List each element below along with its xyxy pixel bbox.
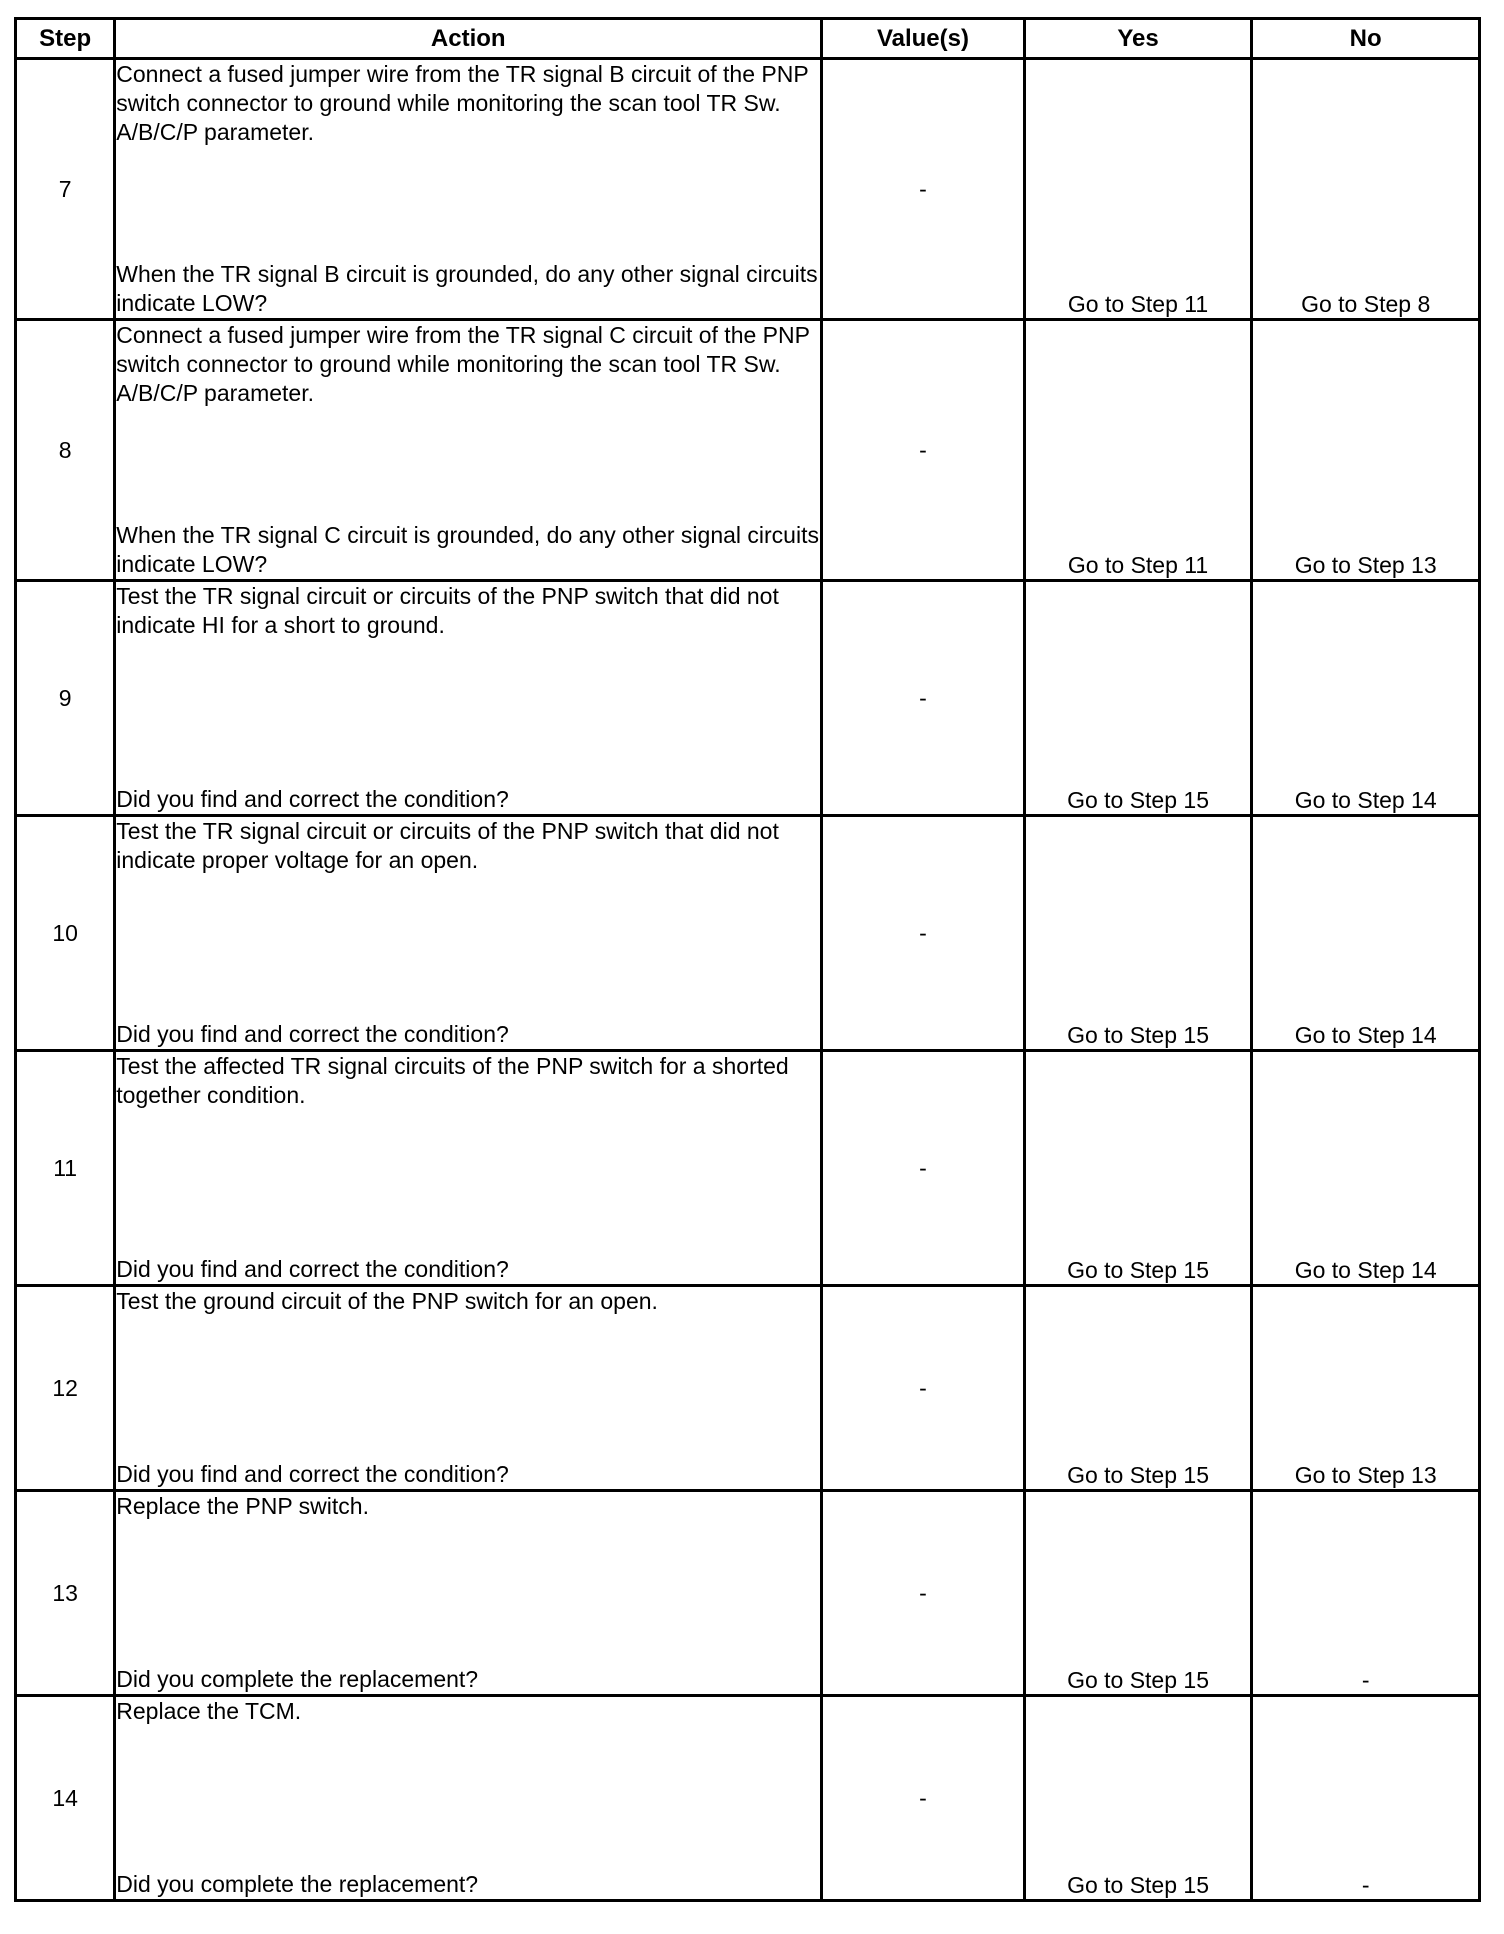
action-question: Did you find and correct the condition?: [116, 786, 509, 812]
action-cell: [115, 581, 822, 816]
action-question: Did you find and correct the condition?: [116, 1256, 509, 1282]
value-cell: -: [822, 1491, 1025, 1696]
step-number: 14: [16, 1696, 115, 1901]
action-question: Did you complete the replacement?: [116, 1871, 479, 1897]
table-row: [16, 1051, 1480, 1286]
table-row: [16, 1491, 1480, 1696]
step-number: 7: [16, 59, 115, 320]
no-cell: Go to Step 13: [1252, 1286, 1480, 1491]
step-number: 12: [16, 1286, 115, 1491]
yes-cell: Go to Step 11: [1024, 59, 1252, 320]
action-instruction: Test the ground circuit of the PNP switch for an open.: [116, 1288, 658, 1314]
step-number: 13: [16, 1491, 115, 1696]
yes-cell: Go to Step 15: [1024, 816, 1252, 1051]
header-row: [16, 19, 1480, 59]
no-cell: Go to Step 14: [1252, 816, 1480, 1051]
table-row: [16, 581, 1480, 816]
action-instruction: Test the affected TR signal circuits of the PNP switch for a shorted together condition.: [116, 1053, 789, 1108]
action-instruction: Connect a fused jumper wire from the TR signal B circuit of the PNP switch connector to ground while monitoring the scan tool TR Sw. A/B/C/P parameter.: [116, 61, 809, 145]
no-cell: -: [1252, 1696, 1480, 1901]
step-number: 11: [16, 1051, 115, 1286]
value-cell: -: [822, 581, 1025, 816]
value-cell: -: [822, 816, 1025, 1051]
header-no: No: [1252, 19, 1480, 59]
yes-cell: Go to Step 15: [1024, 581, 1252, 816]
no-cell: Go to Step 8: [1252, 59, 1480, 320]
action-instruction: Test the TR signal circuit or circuits of the PNP switch that did not indicate HI for a short to ground.: [116, 583, 779, 638]
no-cell: Go to Step 13: [1252, 320, 1480, 581]
table-row: [16, 320, 1480, 581]
action-instruction: Connect a fused jumper wire from the TR signal C circuit of the PNP switch connector to ground while monitoring the scan tool TR Sw. A/B/C/P parameter.: [116, 322, 810, 406]
value-cell: -: [822, 59, 1025, 320]
action-cell: [115, 816, 822, 1051]
value-cell: -: [822, 320, 1025, 581]
action-instruction: Replace the PNP switch.: [116, 1493, 369, 1519]
action-cell: [115, 59, 822, 320]
value-cell: -: [822, 1051, 1025, 1286]
table-row: [16, 1286, 1480, 1491]
value-cell: -: [822, 1696, 1025, 1901]
action-question: Did you find and correct the condition?: [116, 1461, 509, 1487]
no-cell: Go to Step 14: [1252, 581, 1480, 816]
step-number: 8: [16, 320, 115, 581]
action-cell: [115, 1696, 822, 1901]
no-cell: Go to Step 14: [1252, 1051, 1480, 1286]
action-cell: [115, 1491, 822, 1696]
action-cell: [115, 320, 822, 581]
table-row: [16, 1696, 1480, 1901]
value-cell: -: [822, 1286, 1025, 1491]
action-cell: [115, 1286, 822, 1491]
yes-cell: Go to Step 15: [1024, 1051, 1252, 1286]
yes-cell: Go to Step 15: [1024, 1286, 1252, 1491]
header-yes: Yes: [1024, 19, 1252, 59]
table-row: [16, 816, 1480, 1051]
action-instruction: Test the TR signal circuit or circuits of the PNP switch that did not indicate proper voltage for an open.: [116, 818, 779, 873]
action-cell: [115, 1051, 822, 1286]
action-question: Did you complete the replacement?: [116, 1666, 479, 1692]
no-cell: -: [1252, 1491, 1480, 1696]
action-question: When the TR signal C circuit is grounded, do any other signal circuits indicate LOW?: [116, 522, 819, 577]
action-instruction: Replace the TCM.: [116, 1698, 302, 1724]
diagnostic-table: [14, 17, 1481, 1902]
header-action: Action: [115, 19, 822, 59]
step-number: 10: [16, 816, 115, 1051]
table-row: [16, 59, 1480, 320]
header-step: Step: [16, 19, 115, 59]
action-question: When the TR signal B circuit is grounded, do any other signal circuits indicate LOW?: [116, 261, 818, 316]
step-number: 9: [16, 581, 115, 816]
action-question: Did you find and correct the condition?: [116, 1021, 509, 1047]
yes-cell: Go to Step 15: [1024, 1696, 1252, 1901]
yes-cell: Go to Step 15: [1024, 1491, 1252, 1696]
header-values: Value(s): [822, 19, 1025, 59]
yes-cell: Go to Step 11: [1024, 320, 1252, 581]
